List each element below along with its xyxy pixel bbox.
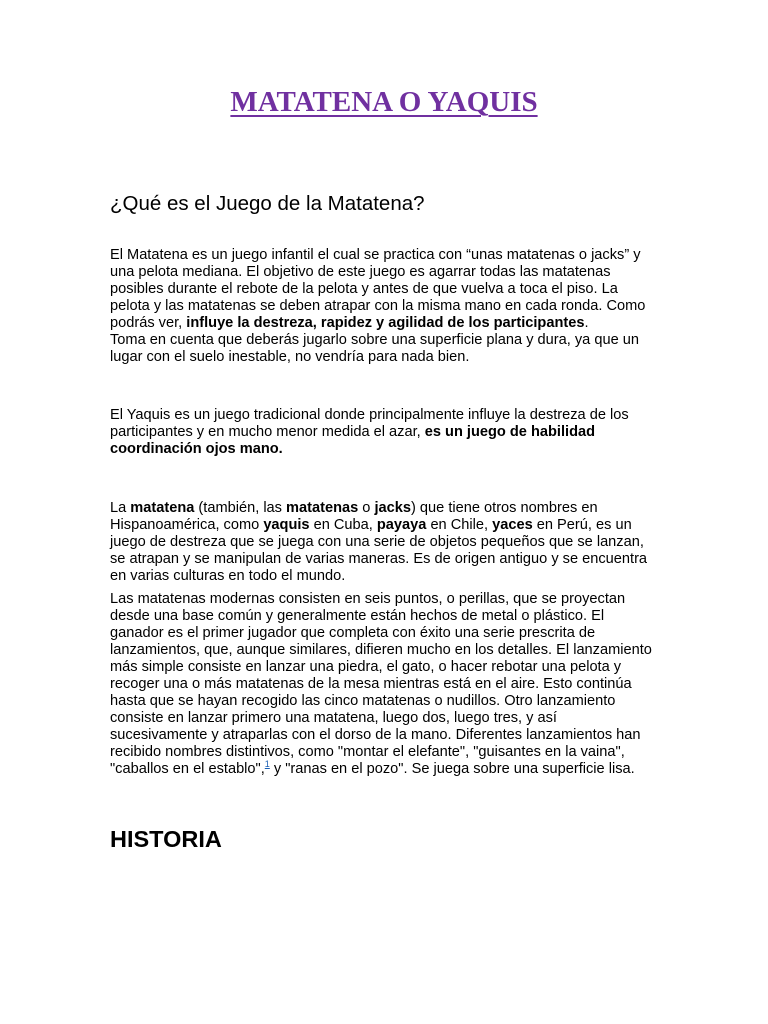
p3-text-4: ) que tiene otros nombres en Hispanoamérica, como [110, 500, 598, 533]
footnote-link[interactable]: 1 [264, 759, 270, 770]
section-heading-historia: HISTORIA [110, 826, 222, 852]
section-heading-what-is: ¿Qué es el Juego de la Matatena? [110, 192, 425, 215]
p3-text-3: o [358, 500, 375, 516]
p3-text-1: La [110, 500, 131, 516]
p1-period: . [584, 315, 589, 331]
p3-text-7: en Perú, es un juego de destreza que se juega con una serie de objetos pequeños que se lanzan, se atrapan y se manipulan de varias maneras. Es de origen antiguo y se encuentra en varias culturas en todo el mundo. [110, 517, 648, 584]
p3-bold-yaquis: yaquis [263, 517, 310, 533]
paragraph-modern-matatenas [110, 591, 658, 778]
p3-bold-matatenas: matatenas [286, 500, 359, 516]
paragraph-names [110, 500, 658, 585]
p2-bold-text: es un juego de habilidad coordinación ojos mano. [110, 424, 596, 457]
p4-text-end: y "ranas en el pozo". Se juega sobre una superficie lisa. [269, 761, 635, 777]
p3-text-2: (también, las [194, 500, 287, 516]
p4-text: Las matatenas modernas consisten en seis puntos, o perillas, que se proyectan desde una base común y generalmente están hechos de metal o plástico. El ganador es el primer jugador que completa con éxito una serie prescrita de lanzamientos, que, aunque similares, difieren mucho en los detalles. El lanzamiento más simple consiste en lanzar una piedra, el gato, o hacer rebotar una pelota y recoger una o más matatenas de la mesa mientras está en el aire. Esto continúa hasta que se hayan recogido las cinco matatenas o nudillos. Otro lanzamiento consiste en lanzar primero una matatena, luego dos, luego tres, y así sucesivamente y atraparlas con el dorso de la mano. Diferentes lanzamientos han recibido nombres distintivos, como "montar el elefante", "guisantes en la vaina", "caballos en el establo", [110, 591, 652, 777]
document-title-text: MATATENA O YAQUIS [230, 86, 538, 118]
p3-bold-matatena: matatena [130, 500, 195, 516]
p3-text-6: en Chile, [426, 517, 493, 533]
document-title [0, 86, 768, 119]
paragraph-yaquis [110, 407, 658, 458]
p2-text: El Yaquis es un juego tradicional donde principalmente influye la destreza de los participantes y en mucho menor medida el azar, [110, 407, 629, 440]
p1-text: El Matatena es un juego infantil el cual se practica con “unas matatenas o jacks” y una pelota mediana. El objetivo de este juego es agarrar todas las matatenas posibles durante el rebote de la pelota y antes de que vuelva a toca el piso. La pelota y las matatenas se deben atrapar con la misma mano en cada ronda. Como podrás ver, [110, 247, 646, 331]
paragraph-matatena-intro [110, 247, 658, 366]
p3-bold-payaya: payaya [376, 517, 427, 533]
p1-second-sentence: Toma en cuenta que deberás jugarlo sobre una superficie plana y dura, ya que un lugar con el suelo inestable, no vendría para nada bien. [110, 332, 639, 365]
p1-bold-text: influye la destreza, rapidez y agilidad de los participantes [186, 315, 585, 331]
p3-bold-jacks: jacks [374, 500, 411, 516]
p3-bold-yaces: yaces [492, 517, 533, 533]
p3-text-5: en Cuba, [309, 517, 377, 533]
